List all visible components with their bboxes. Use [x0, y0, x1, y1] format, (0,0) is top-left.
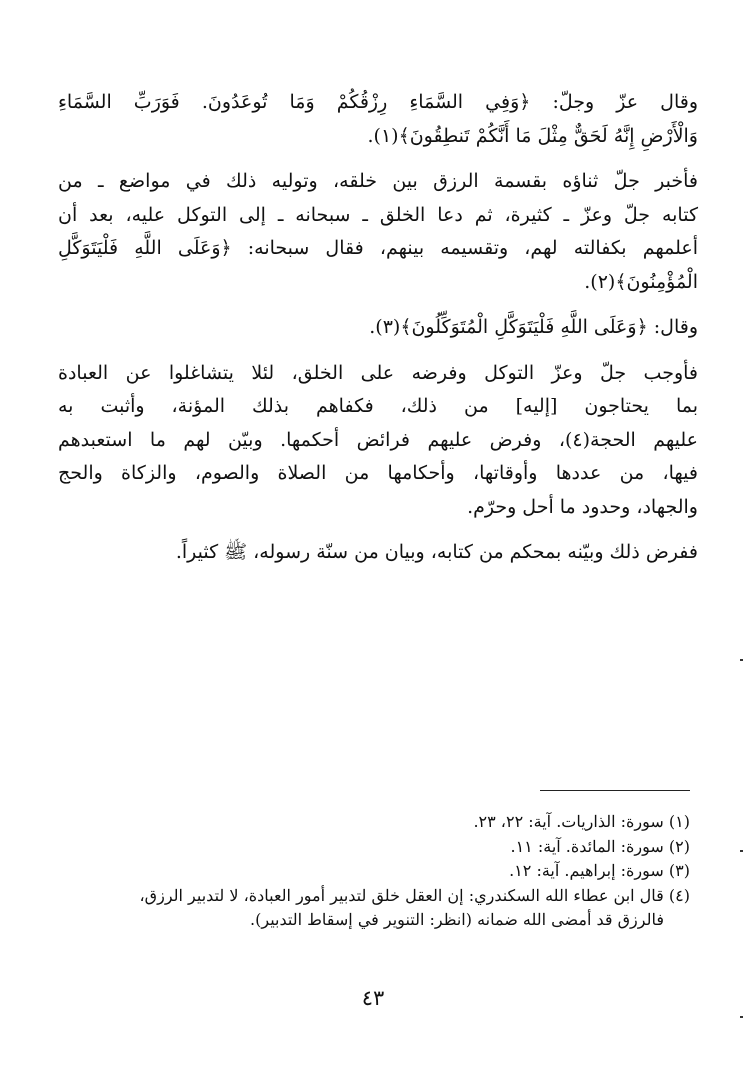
paragraph-1	[58, 86, 698, 153]
text-line: وقال عزّ وجلّ: ﴿وَفِي السَّمَاءِ رِزْقُكُمْ وَمَا تُوعَدُونَ. فَوَرَبِّ السَّمَاءِ	[58, 91, 698, 113]
paragraph-2	[58, 165, 698, 299]
text-line: عليهم الحجة(٤)، وفرض عليهم فرائض أحكمها. وبيّن لهم ما استعبدهم	[58, 428, 698, 451]
text-line: أعلمهم بكفالته لهم، وتقسيمه بينهم، فقال سبحانه: ﴿وَعَلَى اللَّهِ فَلْيَتَوَكَّلِ	[58, 237, 698, 259]
text-line: والجهاد، وحدود ما أحل وحرّم.	[467, 495, 698, 518]
scan-edge-mark	[740, 1016, 743, 1018]
paragraph-4	[58, 357, 698, 525]
text-line: فأخبر جلّ ثناؤه بقسمة الرزق بين خلقه، وتوليه ذلك في مواضع ـ من	[58, 170, 698, 192]
footnotes	[58, 810, 690, 933]
footnote-4-continuation: فالرزق قد أمضى الله ضمانه (انظر: التنوير في إسقاط التدبير).	[250, 910, 664, 929]
text-line: وَالْأَرْضِ إِنَّهُ لَحَقٌّ مِثْلَ مَا أَنَّكُمْ تَنطِقُونَ﴾(١).	[367, 124, 698, 147]
footnote-3: (٣) سورة: إبراهيم. آية: ١٢.	[509, 861, 690, 880]
text-line: الْمُؤْمِنُونَ﴾(٢).	[584, 270, 698, 293]
footnote-2: (٢) سورة: المائدة. آية: ١١.	[510, 836, 690, 856]
footnote-4: (٤) قال ابن عطاء الله السكندري: إن العقل خلق لتدبير أمور العبادة، لا لتدبير الرزق،	[139, 885, 690, 905]
text-line: ففرض ذلك وبيّنه بمحكم من كتابه، وبيان من سنّة رسوله، ﷺ كثيراً.	[175, 541, 698, 563]
paragraph-3	[58, 311, 698, 345]
scan-edge-mark	[740, 659, 743, 661]
text-line: فأوجب جلّ وعزّ التوكل وفرضه على الخلق، لئلا يتشاغلوا عن العبادة	[58, 361, 698, 384]
text-line: بما يحتاجون [إليه] من ذلك، فكفاهم بذلك المؤنة، وأثبت به	[58, 395, 698, 417]
paragraph-5	[58, 536, 698, 570]
text-line: كتابه جلّ وعزّ ـ كثيرة، ثم دعا الخلق ـ سبحانه ـ إلى التوكل عليه، بعد أن	[58, 203, 698, 226]
text-line: فيها، من عددها وأوقاتها، وأحكامها من الصلاة والصوم، والزكاة والحج	[58, 462, 698, 484]
scan-edge-mark	[740, 850, 743, 852]
text-line: وقال: ﴿وَعَلَى اللَّهِ فَلْيَتَوَكَّلِ الْمُتَوَكِّلُونَ﴾(٣).	[369, 316, 698, 338]
footnote-divider	[540, 790, 690, 791]
footnote-1: (١) سورة: الذاريات. آية: ٢٢، ٢٣.	[473, 812, 690, 831]
page-number: ٤٣	[361, 986, 385, 1010]
main-text	[58, 86, 698, 582]
